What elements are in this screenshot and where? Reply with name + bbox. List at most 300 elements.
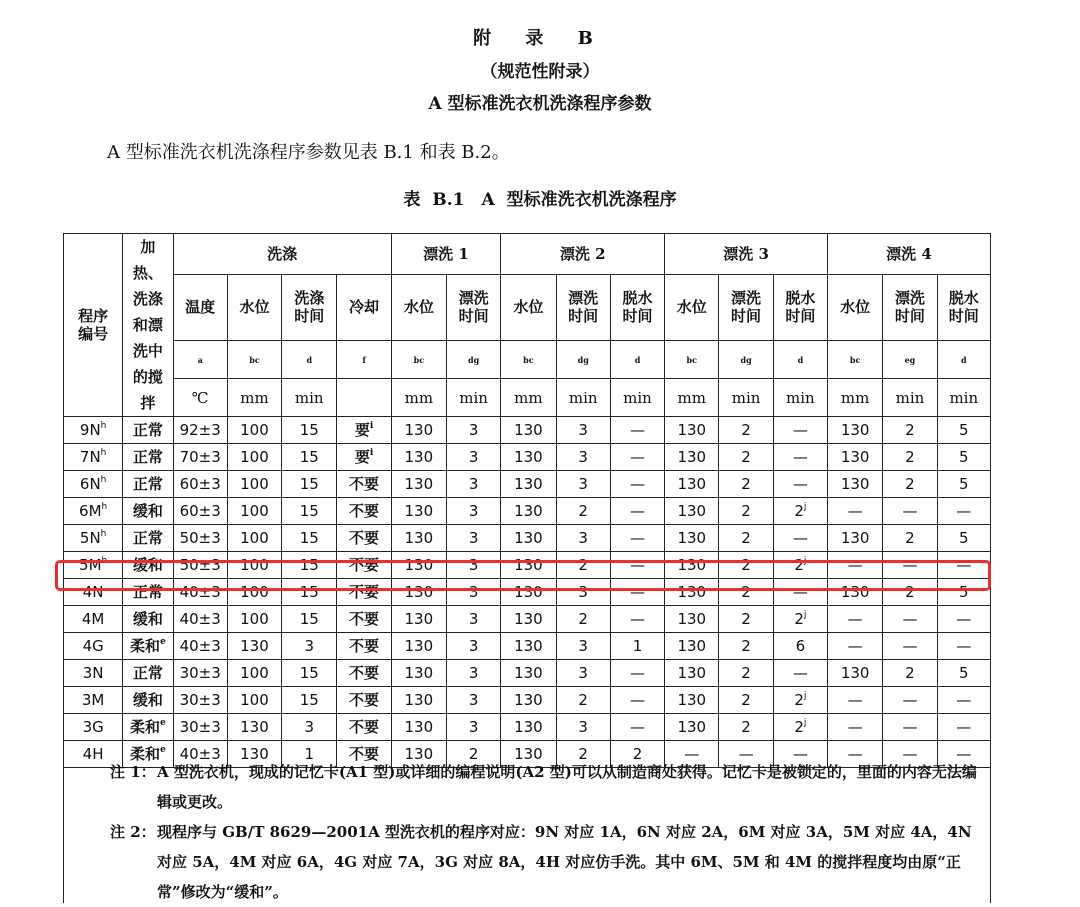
cell-value: 5 — [959, 448, 969, 466]
cell-value: — — [847, 718, 863, 736]
table-cell — [501, 498, 556, 525]
footnote-mark: j — [803, 556, 807, 566]
table-row — [64, 471, 991, 498]
table-cell — [773, 633, 827, 660]
cell-value: 5 — [959, 475, 969, 493]
cell-value: 100 — [240, 610, 269, 628]
cell-value: 5 — [959, 664, 969, 682]
cell-value: — — [792, 448, 808, 466]
table-cell — [773, 471, 827, 498]
cell-value: 130 — [677, 448, 707, 466]
cell-value: 130 — [677, 664, 707, 682]
cell-value: 130 — [404, 745, 434, 763]
table-row — [64, 498, 991, 525]
table-row — [64, 660, 991, 687]
cell-value: 40±3 — [179, 637, 221, 655]
cell-value: 50±3 — [179, 529, 221, 547]
cell-value: 2 — [905, 583, 915, 601]
cell-value: — — [792, 664, 808, 682]
cell-value: — — [792, 583, 808, 601]
cell-value: — — [956, 691, 972, 709]
cell-value: 15 — [299, 664, 319, 682]
cell-value: 不要 — [349, 475, 380, 493]
footnote-ref-cell: dg — [719, 340, 773, 379]
table-cell — [937, 471, 990, 498]
table-cell — [828, 606, 883, 633]
table-cell — [446, 552, 500, 579]
table-cell — [282, 579, 337, 606]
table-cell — [719, 579, 773, 606]
table-cell — [556, 444, 610, 471]
agitation-cell — [123, 714, 173, 741]
table-cell — [227, 579, 281, 606]
table-cell — [227, 417, 281, 444]
footnote-ref-cell: f — [337, 340, 391, 379]
table-cell — [501, 633, 556, 660]
cell-value: 100 — [240, 502, 269, 520]
table-row — [64, 714, 991, 741]
table-cell — [337, 471, 391, 498]
table-cell — [610, 714, 664, 741]
agitation-cell — [123, 687, 173, 714]
table-cell — [501, 417, 556, 444]
cell-value: 3 — [304, 637, 315, 655]
agitation-cell — [123, 471, 173, 498]
col-header-agitation: 加热、洗涤和漂洗中的搅拌 — [123, 234, 173, 417]
table-cell — [828, 714, 883, 741]
cell-value: 30±3 — [179, 718, 221, 736]
cell-value: 3 — [468, 421, 479, 439]
cell-value: 30±3 — [179, 691, 221, 709]
table-row — [64, 525, 991, 552]
table-cell — [556, 552, 610, 579]
table-cell — [556, 417, 610, 444]
program-code: 4M — [81, 610, 105, 628]
footnote-mark: h — [100, 448, 107, 458]
cell-value: 130 — [677, 637, 707, 655]
table-cell — [337, 525, 391, 552]
cell-value: — — [629, 583, 645, 601]
table-cell — [719, 660, 773, 687]
subheader-cell: 水位 — [665, 275, 719, 340]
cell-value: 40±3 — [179, 745, 221, 763]
table-cell — [665, 471, 719, 498]
subheader-cell: 温度 — [173, 275, 227, 340]
cell-value: 130 — [514, 637, 543, 655]
table-cell — [337, 444, 391, 471]
cell-value: — — [902, 745, 918, 763]
cell-value: — — [902, 556, 918, 574]
table-cell — [173, 606, 227, 633]
table-cell — [501, 471, 556, 498]
cell-value: 15 — [299, 448, 319, 466]
table-cell — [610, 444, 664, 471]
table-cell — [883, 471, 937, 498]
table-cell — [501, 444, 556, 471]
table-cell — [883, 687, 937, 714]
subheader-cell: 水位 — [828, 275, 883, 340]
table-cell — [773, 660, 827, 687]
table-cell — [227, 525, 281, 552]
program-code: 4H — [82, 745, 104, 763]
cell-value: 不要 — [349, 718, 380, 736]
cell-value: — — [792, 475, 808, 493]
table-cell — [773, 714, 827, 741]
table-cell — [556, 471, 610, 498]
table-cell — [337, 687, 391, 714]
footnote-ref-cell: bc — [501, 340, 556, 379]
table-cell — [883, 552, 937, 579]
cell-value: 130 — [240, 745, 269, 763]
cell-value: 15 — [299, 502, 319, 520]
cell-value: 1 — [632, 637, 643, 655]
table-cell — [610, 498, 664, 525]
table-cell — [883, 606, 937, 633]
table-cell — [665, 498, 719, 525]
subheader-cell: 水位 — [391, 275, 446, 340]
table-cell — [828, 660, 883, 687]
cell-value: 130 — [514, 421, 543, 439]
cell-value: — — [956, 502, 972, 520]
table-cell — [282, 606, 337, 633]
footnote-ref-cell: eg — [883, 340, 937, 379]
table-cell — [773, 525, 827, 552]
cell-value: 6 — [795, 637, 806, 655]
table-cell — [828, 579, 883, 606]
cell-value: 40±3 — [179, 610, 221, 628]
table-cell — [391, 579, 446, 606]
agitation-level: 柔和 — [130, 637, 161, 655]
table-cell — [828, 633, 883, 660]
table-cell — [282, 687, 337, 714]
cell-value: 92±3 — [179, 421, 221, 439]
agitation-level: 正常 — [132, 529, 163, 547]
table-cell — [665, 714, 719, 741]
cell-value: 不要 — [349, 664, 380, 682]
table-cell — [773, 444, 827, 471]
cell-value: 2 — [905, 664, 915, 682]
table-cell — [173, 579, 227, 606]
table-cell — [937, 552, 990, 579]
note-1-text: A 型洗衣机，现成的记忆卡(A1 型)或详细的编程说明(A2 型)可以从制造商处获得。记忆卡是被锁定的，里面的内容无法编辑或更改。 — [157, 763, 977, 811]
cell-value: — — [902, 637, 918, 655]
table-cell — [610, 660, 664, 687]
cell-value: 2 — [794, 691, 804, 709]
table-cell — [446, 687, 500, 714]
table-cell — [883, 498, 937, 525]
table-cell — [773, 606, 827, 633]
cell-value: 100 — [240, 664, 269, 682]
cell-value: 1 — [304, 745, 315, 763]
table-cell — [719, 633, 773, 660]
table-cell — [665, 525, 719, 552]
footnote-ref-cell: dg — [556, 340, 610, 379]
program-code: 4N — [82, 583, 104, 601]
cell-value: 130 — [404, 610, 434, 628]
table-cell — [391, 552, 446, 579]
table-cell — [282, 660, 337, 687]
table-cell — [828, 417, 883, 444]
agitation-level: 正常 — [132, 583, 163, 601]
cell-value: — — [902, 610, 918, 628]
table-cell — [501, 552, 556, 579]
table-row — [64, 687, 991, 714]
footnote-mark: e — [160, 637, 166, 647]
footnote-mark: i — [369, 448, 374, 458]
cell-value: 40±3 — [179, 583, 221, 601]
table-cell — [337, 417, 391, 444]
cell-value: 130 — [404, 583, 434, 601]
cell-value: 130 — [404, 637, 434, 655]
program-code: 3N — [82, 664, 104, 682]
table-cell — [282, 498, 337, 525]
table-row — [64, 552, 991, 579]
table-cell — [391, 606, 446, 633]
cell-value: — — [629, 448, 645, 466]
cell-value: 100 — [240, 529, 269, 547]
program-parameters-table — [63, 233, 991, 768]
subheader-cell: 漂洗时间 — [556, 275, 610, 340]
table-cell — [282, 552, 337, 579]
cell-value: 130 — [840, 529, 870, 547]
unit-cell: mm — [227, 379, 281, 417]
table-cell — [446, 633, 500, 660]
table-cell — [337, 498, 391, 525]
table-cell — [665, 552, 719, 579]
table-cell — [665, 633, 719, 660]
cell-value: 3 — [578, 718, 588, 736]
table-cell — [501, 714, 556, 741]
cell-value: 2 — [741, 448, 751, 466]
table-cell — [391, 444, 446, 471]
cell-value: — — [956, 637, 972, 655]
cell-value: — — [792, 421, 808, 439]
cell-value: 不要 — [349, 556, 380, 574]
table-row — [64, 606, 991, 633]
table-cell — [227, 714, 281, 741]
cell-value: 130 — [514, 691, 543, 709]
footnote-mark: h — [101, 502, 108, 512]
cell-value: 130 — [677, 691, 707, 709]
program-code: 6M — [79, 502, 102, 520]
table-cell — [937, 417, 990, 444]
cell-value: 2 — [632, 745, 643, 763]
table-cell — [937, 579, 990, 606]
table-cell — [556, 525, 610, 552]
note-2-label: 注 2： — [110, 823, 156, 841]
table-cell — [446, 579, 500, 606]
table-cell — [665, 417, 719, 444]
table-cell — [883, 525, 937, 552]
cell-value: 130 — [677, 421, 707, 439]
cell-value: 70±3 — [179, 448, 221, 466]
footnote-mark: j — [803, 610, 807, 620]
cell-value: 3 — [578, 664, 588, 682]
cell-value: 100 — [240, 691, 269, 709]
cell-value: 3 — [578, 637, 588, 655]
program-code: 3M — [81, 691, 105, 709]
intro-paragraph: A 型标准洗衣机洗涤程序参数见表 B.1 和表 B.2。 — [107, 142, 510, 163]
cell-value: 100 — [240, 421, 269, 439]
cell-value: 130 — [404, 529, 434, 547]
cell-value: 不要 — [349, 583, 380, 601]
agitation-level: 缓和 — [132, 691, 163, 709]
group-header-rinse-2: 漂洗 2 — [501, 234, 665, 275]
table-cell — [719, 687, 773, 714]
cell-value: 要 — [354, 448, 370, 466]
cell-value: 不要 — [349, 637, 380, 655]
agitation-cell — [123, 444, 173, 471]
cell-value: — — [847, 637, 863, 655]
footnote-mark: h — [101, 556, 108, 566]
cell-value: 2 — [794, 610, 804, 628]
cell-value: 3 — [578, 529, 588, 547]
cell-value: 要 — [354, 421, 370, 439]
cell-value: 130 — [514, 664, 543, 682]
table-cell — [937, 525, 990, 552]
cell-value: 130 — [514, 556, 543, 574]
table-cell — [828, 687, 883, 714]
cell-value: 130 — [240, 637, 269, 655]
table-cell — [719, 471, 773, 498]
table-row — [64, 633, 991, 660]
program-code: 5M — [79, 556, 102, 574]
cell-value: 130 — [514, 448, 543, 466]
cell-value: — — [684, 745, 700, 763]
note-2 — [64, 817, 990, 907]
agitation-cell — [123, 606, 173, 633]
table-cell — [227, 471, 281, 498]
group-header-wash: 洗涤 — [173, 234, 391, 275]
cell-value: 2 — [741, 610, 751, 628]
cell-value: 3 — [468, 529, 479, 547]
agitation-cell — [123, 525, 173, 552]
cell-value: — — [629, 718, 645, 736]
subheader-cell: 脱水时间 — [773, 275, 827, 340]
program-code: 6N — [79, 475, 101, 493]
table-cell — [883, 444, 937, 471]
table-cell — [173, 714, 227, 741]
footnote-mark: h — [100, 529, 107, 539]
program-code-cell — [64, 417, 123, 444]
agitation-cell — [123, 417, 173, 444]
table-cell — [665, 660, 719, 687]
cell-value: 2 — [741, 664, 751, 682]
cell-value: 130 — [677, 502, 707, 520]
table-cell — [610, 471, 664, 498]
unit-cell: mm — [501, 379, 556, 417]
cell-value: 130 — [404, 475, 434, 493]
agitation-cell — [123, 498, 173, 525]
cell-value: 130 — [514, 502, 543, 520]
table-cell — [610, 633, 664, 660]
cell-value: — — [629, 691, 645, 709]
cell-value: 130 — [840, 583, 870, 601]
table-cell — [719, 606, 773, 633]
program-code: 3G — [82, 718, 104, 736]
unit-cell: min — [610, 379, 664, 417]
agitation-level: 正常 — [132, 448, 163, 466]
table-cell — [883, 579, 937, 606]
cell-value: — — [847, 502, 863, 520]
cell-value: 2 — [741, 691, 751, 709]
cell-value: — — [956, 610, 972, 628]
cell-value: 130 — [514, 583, 543, 601]
table-cell — [282, 633, 337, 660]
footnote-ref-cell: a — [173, 340, 227, 379]
subheader-cell: 脱水时间 — [610, 275, 664, 340]
cell-value: 130 — [404, 556, 434, 574]
cell-value: 50±3 — [179, 556, 221, 574]
cell-value: 100 — [240, 556, 269, 574]
table-cell — [883, 633, 937, 660]
cell-value: 130 — [404, 664, 434, 682]
table-cell — [773, 687, 827, 714]
cell-value: 2 — [468, 745, 479, 763]
group-header-rinse-3: 漂洗 3 — [665, 234, 828, 275]
table-cell — [446, 498, 500, 525]
cell-value: — — [847, 691, 863, 709]
table-cell — [391, 714, 446, 741]
program-code: 5N — [79, 529, 101, 547]
cell-value: — — [629, 502, 645, 520]
cell-value: 130 — [677, 529, 707, 547]
table-cell — [501, 606, 556, 633]
cell-value: 2 — [794, 718, 804, 736]
table-cell — [446, 606, 500, 633]
notes-box — [63, 747, 991, 903]
unit-cell: min — [556, 379, 610, 417]
table-cell — [883, 417, 937, 444]
table-cell — [337, 606, 391, 633]
table-cell — [610, 552, 664, 579]
table-cell — [883, 660, 937, 687]
appendix-heading: A 型标准洗衣机洗涤程序参数 — [428, 94, 652, 114]
footnote-ref-cell: d — [610, 340, 664, 379]
cell-value: 不要 — [349, 745, 380, 763]
table-cell — [556, 714, 610, 741]
subheader-cell: 冷却 — [337, 275, 391, 340]
cell-value: — — [792, 529, 808, 547]
table-cell — [173, 417, 227, 444]
table-cell — [883, 714, 937, 741]
unit-cell: ℃ — [173, 379, 227, 417]
table-cell — [282, 417, 337, 444]
cell-value: 3 — [468, 691, 479, 709]
table-cell — [446, 471, 500, 498]
table-cell — [282, 714, 337, 741]
cell-value: 130 — [677, 583, 707, 601]
cell-value: 130 — [404, 502, 434, 520]
cell-value: 2 — [905, 448, 915, 466]
cell-value: 2 — [905, 529, 915, 547]
agitation-level: 正常 — [132, 475, 163, 493]
cell-value: — — [956, 745, 972, 763]
table-cell — [556, 687, 610, 714]
table-cell — [446, 660, 500, 687]
table-cell — [556, 633, 610, 660]
table-cell — [665, 579, 719, 606]
group-header-rinse-1: 漂洗 1 — [391, 234, 501, 275]
cell-value: 100 — [240, 583, 269, 601]
table-cell — [937, 606, 990, 633]
agitation-level: 正常 — [132, 664, 163, 682]
table-caption: 表 B.1 A 型标准洗衣机洗涤程序 — [403, 190, 677, 210]
cell-value: 2 — [741, 556, 751, 574]
table-cell — [446, 714, 500, 741]
cell-value: 100 — [240, 475, 269, 493]
program-code: 7N — [79, 448, 101, 466]
